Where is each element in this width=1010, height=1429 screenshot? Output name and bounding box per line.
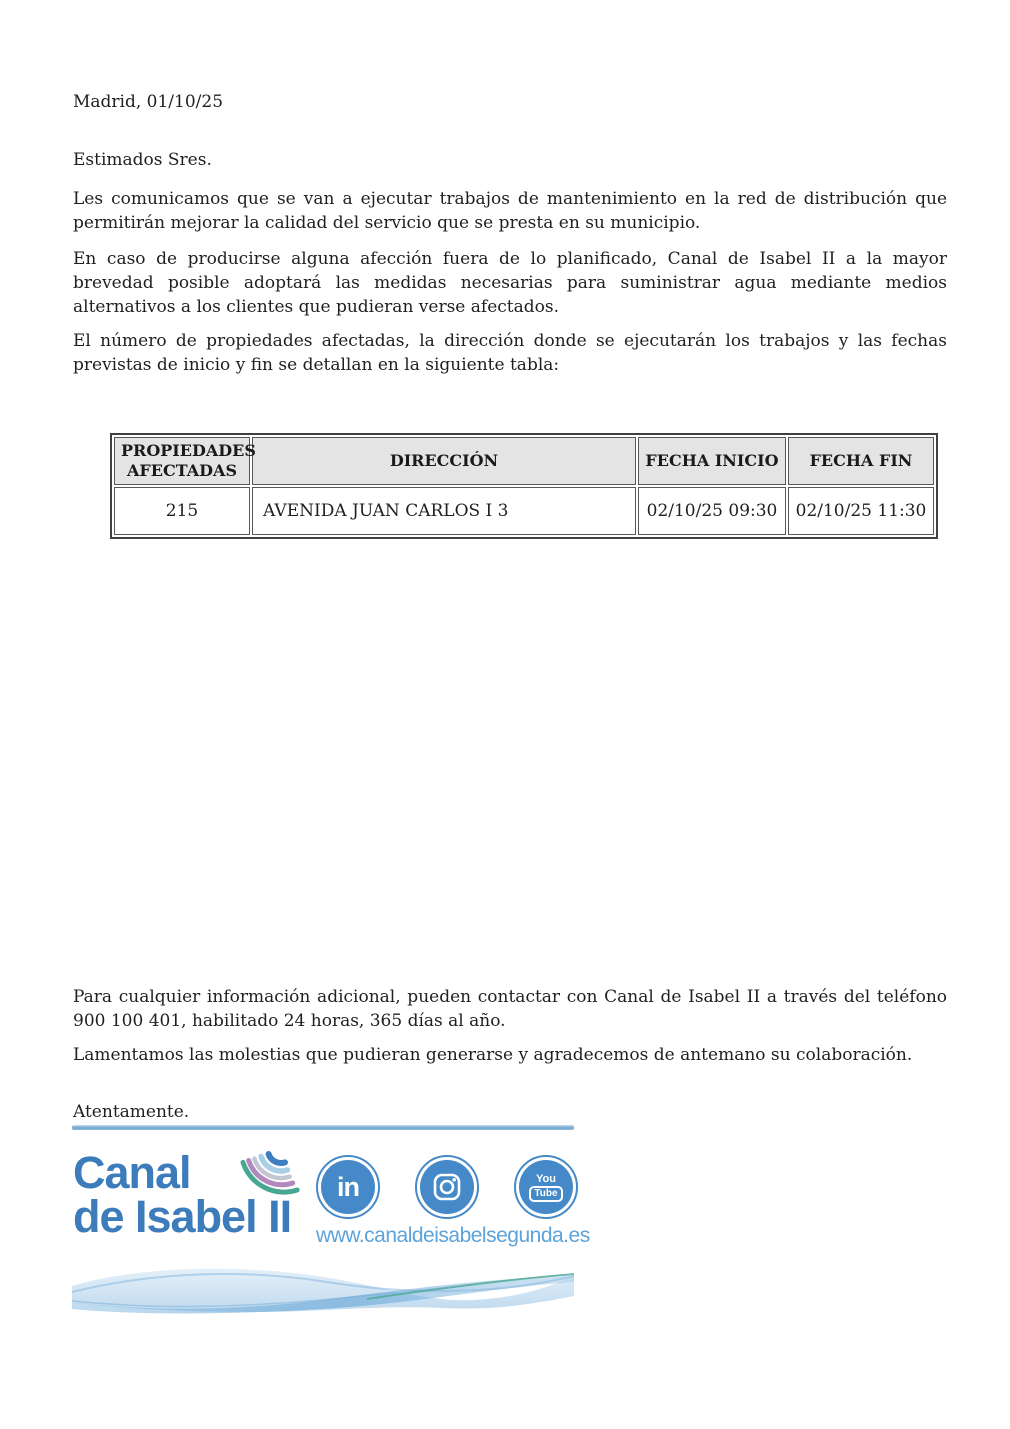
header-direccion: DIRECCIÓN bbox=[252, 437, 636, 485]
header-fecha-inicio: FECHA INICIO bbox=[638, 437, 786, 485]
cell-direccion: AVENIDA JUAN CARLOS I 3 bbox=[252, 487, 636, 535]
works-table-container bbox=[110, 433, 938, 539]
youtube-glyph-bottom: Tube bbox=[529, 1186, 562, 1202]
cell-fecha-inicio: 02/10/25 09:30 bbox=[638, 487, 786, 535]
salutation: Estimados Sres. bbox=[73, 150, 212, 170]
table-header-row bbox=[114, 437, 934, 485]
paragraph-contact-info: Para cualquier información adicional, pueden contactar con Canal de Isabel II a través del teléfono 900 100 401, habilitado 24 horas, 365 días al año. bbox=[73, 987, 947, 1031]
date-line: Madrid, 01/10/25 bbox=[73, 92, 224, 112]
paragraph-maintenance-notice: Les comunicamos que se van a ejecutar trabajos de mantenimiento en la red de distribución que permitirán mejorar la calidad del servicio que se presta en su municipio. bbox=[73, 189, 947, 233]
footer-wave-graphic bbox=[72, 1262, 574, 1316]
closing: Atentamente. bbox=[73, 1102, 190, 1122]
youtube-icon bbox=[514, 1155, 578, 1219]
header-propiedades-afectadas: PROPIEDADES AFECTADAS bbox=[114, 437, 250, 485]
affected-properties-table bbox=[110, 433, 938, 539]
social-icons-row bbox=[316, 1155, 578, 1219]
paragraph-apology: Lamentamos las molestias que pudieran generarse y agradecemos de antemano su colaboración. bbox=[73, 1045, 913, 1065]
cell-propiedades-afectadas: 215 bbox=[114, 487, 250, 535]
logo-text-line2: de Isabel II bbox=[73, 1191, 292, 1242]
logo-text-line1: Canal bbox=[73, 1147, 191, 1198]
instagram-glyph bbox=[431, 1171, 463, 1203]
cell-fecha-fin: 02/10/25 11:30 bbox=[788, 487, 934, 535]
linkedin-icon bbox=[316, 1155, 380, 1219]
website-url: www.canaldeisabelsegunda.es bbox=[316, 1224, 590, 1247]
footer-divider-line bbox=[72, 1125, 574, 1130]
logo-arcs-icon bbox=[181, 1144, 301, 1208]
paragraph-table-intro: El número de propiedades afectadas, la dirección donde se ejecutarán los trabajos y las fechas previstas de inicio y fin se detallan en la siguiente tabla: bbox=[73, 331, 947, 375]
instagram-icon bbox=[415, 1155, 479, 1219]
linkedin-glyph: in bbox=[337, 1171, 359, 1202]
paragraph-contingency: En caso de producirse alguna afección fuera de lo planificado, Canal de Isabel II a la mayor brevedad posible adoptará las medidas necesarias para suministrar agua mediante medios alternativos a los clientes que pudieran verse afectados. bbox=[73, 249, 947, 317]
canal-de-isabel-ii-logo bbox=[73, 1147, 303, 1255]
youtube-glyph-top: You bbox=[536, 1172, 556, 1185]
header-fecha-fin: FECHA FIN bbox=[788, 437, 934, 485]
social-media-block bbox=[316, 1155, 590, 1248]
table-row bbox=[114, 487, 934, 535]
